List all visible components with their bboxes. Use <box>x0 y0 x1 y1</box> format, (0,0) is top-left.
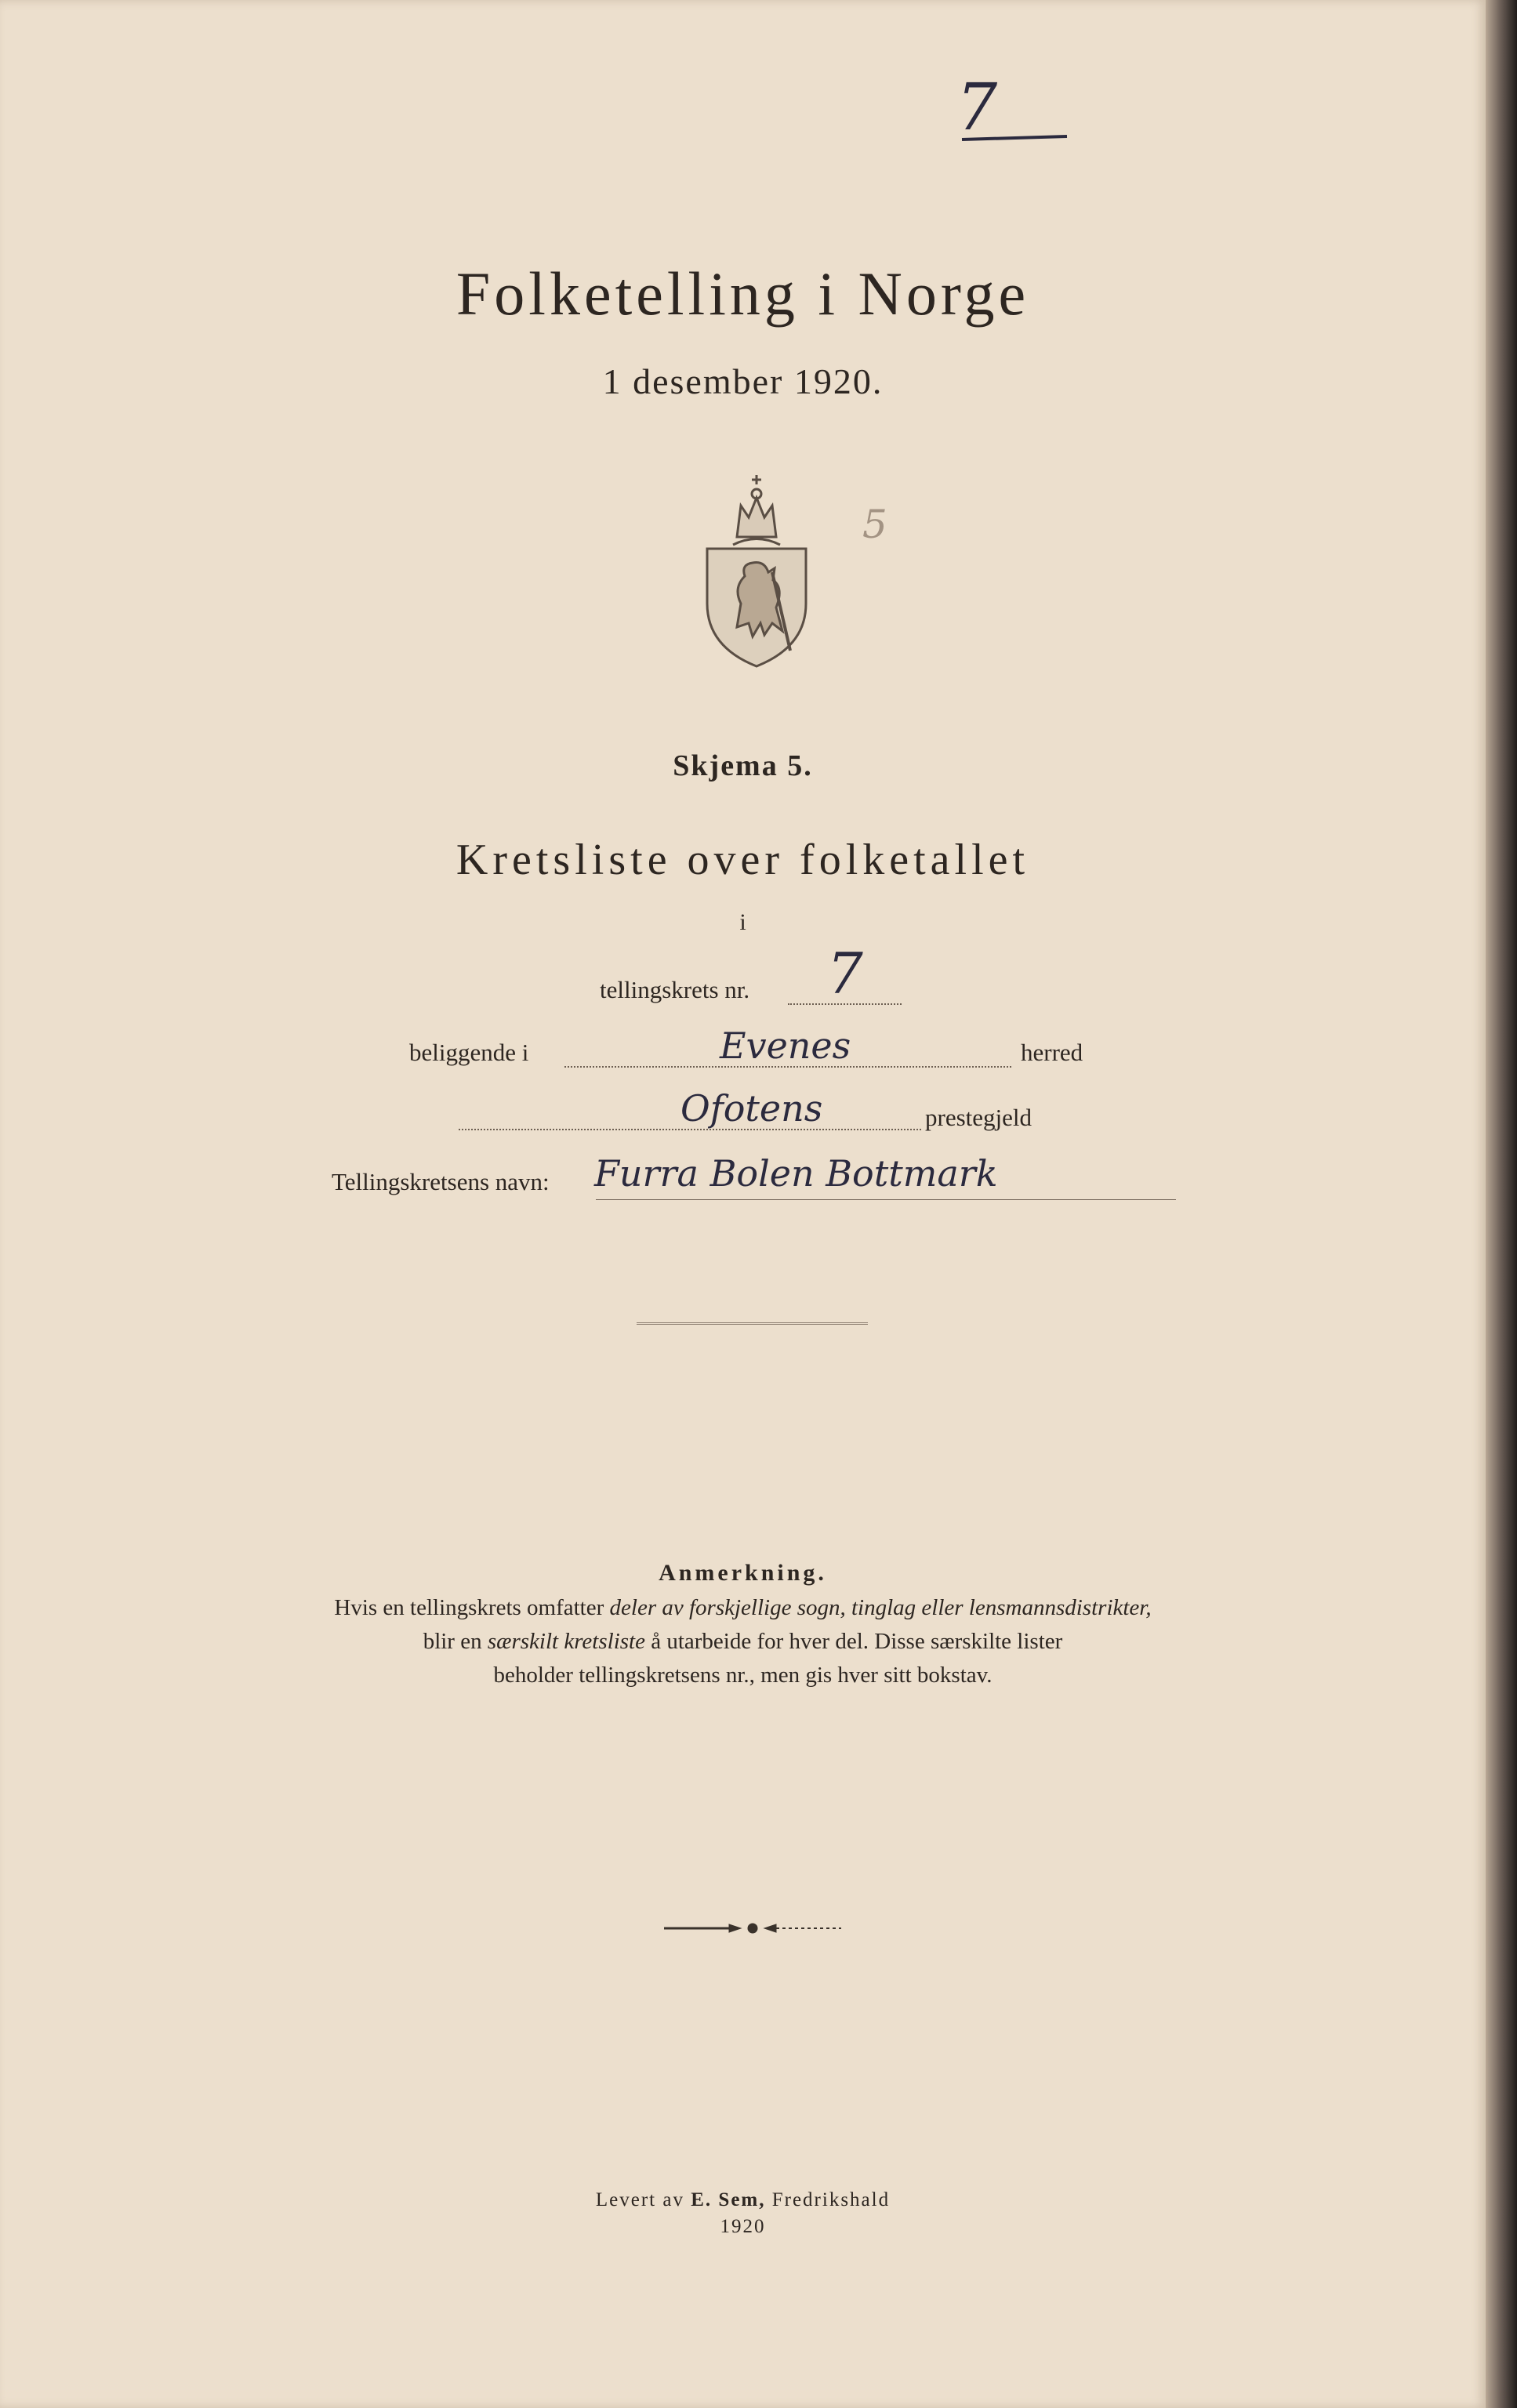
printer-line: Levert av E. Sem, Fredrikshald <box>595 2189 891 2210</box>
norwegian-coat-of-arms-icon <box>698 470 815 674</box>
printer-imprint <box>0 2187 1486 2240</box>
section-divider <box>637 1322 868 1325</box>
page-title: Folketelling i Norge <box>455 259 1030 328</box>
beliggende-value: Evenes <box>720 1024 851 1067</box>
printer-year: 1920 <box>720 2216 766 2237</box>
note-line-2: blir en særskilt kretsliste å utarbeide for hver del. Disse særskilte lister <box>423 1629 1063 1654</box>
navn-label: Tellingskretsens navn: <box>332 1168 550 1195</box>
beliggende-label: beliggende i <box>409 1039 529 1066</box>
note-line-3: beholder tellingskretsens nr., men gis hver sitt bokstav. <box>493 1663 993 1688</box>
tellingskrets-label: tellingskrets nr. <box>600 976 750 1003</box>
prestegjeld-label: prestegjeld <box>925 1104 1033 1131</box>
note-text <box>0 1591 1486 1692</box>
note-line-1: Hvis en tellingskrets omfatter deler av forskjellige sogn, tinglag eller lensmannsdistrikter, <box>334 1595 1152 1620</box>
schema-number: Skjema 5. <box>673 749 813 782</box>
note-title: Anmerkning. <box>659 1560 827 1586</box>
tellingskrets-value: 7 <box>827 941 863 1006</box>
scan-edge <box>1486 0 1517 2408</box>
connector-i: i <box>739 909 746 935</box>
page-number-underline <box>960 133 1070 144</box>
navn-value: Furra Bolen Bottmark <box>594 1152 998 1195</box>
navn-line <box>596 1199 1176 1200</box>
census-date: 1 desember 1920. <box>602 361 884 401</box>
prestegjeld-value: Ofotens <box>680 1087 823 1130</box>
faint-pencil-mark: 5 <box>862 502 887 547</box>
form-subtitle: Kretsliste over folketallet <box>455 836 1030 884</box>
herred-label: herred <box>1021 1039 1083 1066</box>
page-number: 7 <box>956 71 998 145</box>
ornament-divider-icon <box>662 1919 843 1938</box>
